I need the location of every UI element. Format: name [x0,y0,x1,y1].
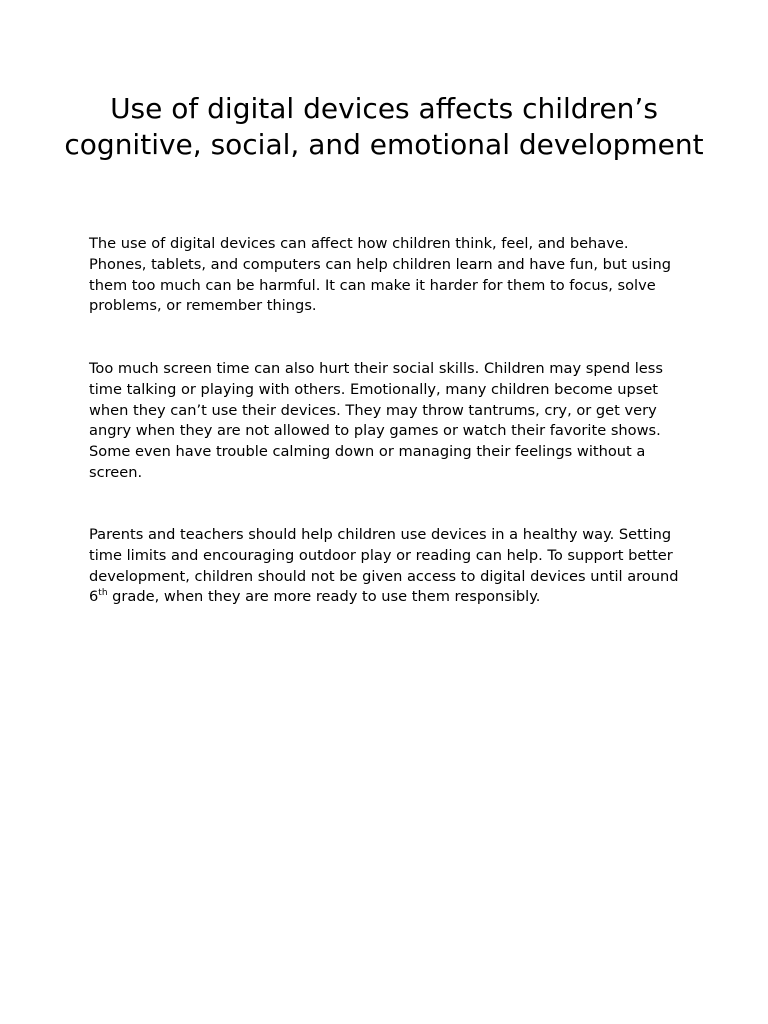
ordinal-superscript: th [98,588,108,599]
document-title: Use of digital devices affects children’s cognitive, social, and emotional development [64,92,704,161]
paragraph-social-emotional: Too much screen time can also hurt their social skills. Children may spend less time talking or playing with others. Emotionally, many children become upset when they can’t use their devices. They may throw tantrums, cry, or get very angry when they are not allowed to play games or watch their favorite shows. Some even have trouble calming down or managing their feelings without a screen. [89,360,663,481]
paragraph-recommendation-text-end: grade, when they are more ready to use them responsibly. [107,588,541,606]
paragraph-recommendation [89,525,684,608]
paragraph-cognitive: The use of digital devices can affect how children think, feel, and behave. Phones, tablets, and computers can help children learn and have fun, but using them too much can be harmful. It can make it harder for them to focus, solve problems, or remember things. [89,235,671,315]
paragraph-recommendation-text-start: Parents and teachers should help children use devices in a healthy way. Setting time limits and encouraging outdoor play or reading can help. To support better development, children should not be given access to digital devices until around 6 [89,526,679,606]
